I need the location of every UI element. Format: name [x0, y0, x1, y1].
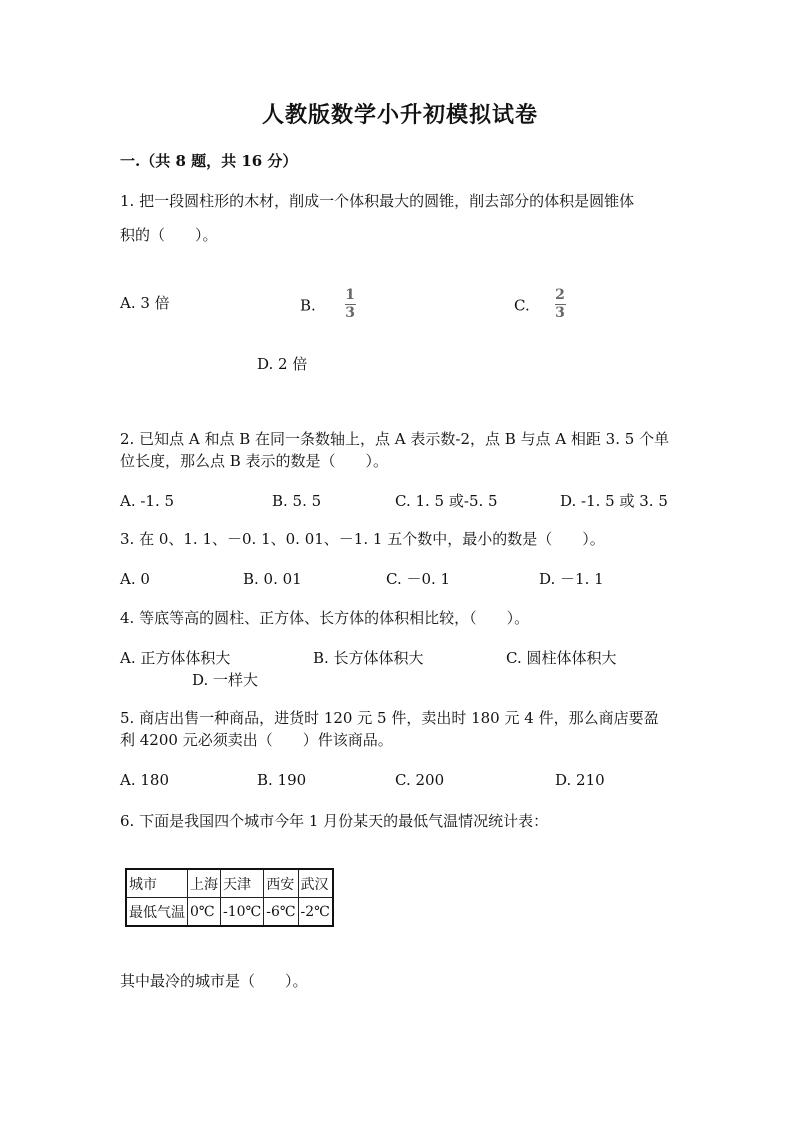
question-1-text-line2: 积的（ ）。 [120, 226, 218, 244]
question-2-text-line2: 位长度，那么点 B 表示的数是（ ）。 [120, 452, 389, 470]
table-cell: 天津 [221, 869, 264, 898]
question-2-option-b: B. 5. 5 [272, 492, 322, 510]
fraction-one-third [345, 288, 356, 321]
fraction-two-thirds [555, 288, 566, 321]
question-3-option-d: D. －1. 1 [539, 570, 604, 588]
question-5-option-b: B. 190 [257, 771, 307, 789]
page-title: 人教版数学小升初模拟试卷 [261, 102, 538, 128]
fraction-denominator: 3 [345, 305, 355, 321]
table-cell: 武汉 [298, 869, 333, 898]
question-5-option-a: A. 180 [120, 771, 169, 789]
question-4-option-d: D. 一样大 [192, 671, 259, 689]
question-6-prompt: 其中最冷的城市是（ ）。 [120, 972, 308, 990]
section-heading: 一.（共 8 题，共 16 分） [120, 152, 298, 170]
question-2-option-a: A. -1. 5 [120, 492, 175, 510]
table-header-row [126, 869, 333, 898]
question-4-option-c: C. 圆柱体体积大 [506, 649, 617, 667]
question-5-option-d: D. 210 [555, 771, 605, 789]
question-3-option-c: C. －0. 1 [386, 570, 451, 588]
question-1-option-c [514, 287, 566, 321]
option-c-label: C. [514, 296, 530, 315]
fraction-denominator: 3 [555, 305, 565, 321]
table-cell: -10℃ [221, 898, 264, 927]
question-6-text: 6. 下面是我国四个城市今年 1 月份某天的最低气温情况统计表： [120, 812, 549, 830]
question-2-option-c: C. 1. 5 或-5. 5 [395, 492, 498, 510]
question-4-option-a: A. 正方体体积大 [120, 649, 231, 667]
table-cell: 上海 [188, 869, 221, 898]
question-5-text-line1: 5. 商店出售一种商品，进货时 120 元 5 件，卖出时 180 元 4 件，那么商店要盈 [120, 709, 659, 727]
question-3-option-b: B. 0. 01 [243, 570, 302, 588]
question-5-text-line2: 利 4200 元必须卖出（ ）件该商品。 [120, 731, 393, 749]
table-cell: -2℃ [298, 898, 333, 927]
fraction-numerator: 1 [345, 287, 355, 303]
question-1-option-b [300, 287, 356, 321]
question-1-option-a: A. 3 倍 [120, 294, 170, 312]
question-2-text-line1: 2. 已知点 A 和点 B 在同一条数轴上，点 A 表示数-2，点 B 与点 A 相距 3. 5 个单 [120, 430, 670, 448]
table-cell: 最低气温 [126, 898, 188, 927]
question-3-text: 3. 在 0、1. 1、－0. 1、0. 01、－1. 1 五个数中，最小的数是（ ）。 [120, 530, 605, 548]
table-cell: 0℃ [188, 898, 221, 927]
question-2-option-d: D. -1. 5 或 3. 5 [560, 492, 668, 510]
question-4-option-b: B. 长方体体积大 [313, 649, 424, 667]
question-1-option-d: D. 2 倍 [257, 355, 308, 373]
question-4-text: 4. 等底等高的圆柱、正方体、长方体的体积相比较，（ ）。 [120, 609, 530, 627]
question-5-option-c: C. 200 [395, 771, 445, 789]
question-3-option-a: A. 0 [120, 570, 150, 588]
fraction-numerator: 2 [555, 287, 565, 303]
temperature-table [125, 868, 334, 927]
option-b-label: B. [300, 296, 316, 315]
table-row [126, 898, 333, 927]
table-cell: 西安 [264, 869, 298, 898]
table-cell: 城市 [126, 869, 188, 898]
question-1-text-line1: 1. 把一段圆柱形的木材，削成一个体积最大的圆锥，削去部分的体积是圆锥体 [120, 192, 635, 210]
table-cell: -6℃ [264, 898, 298, 927]
